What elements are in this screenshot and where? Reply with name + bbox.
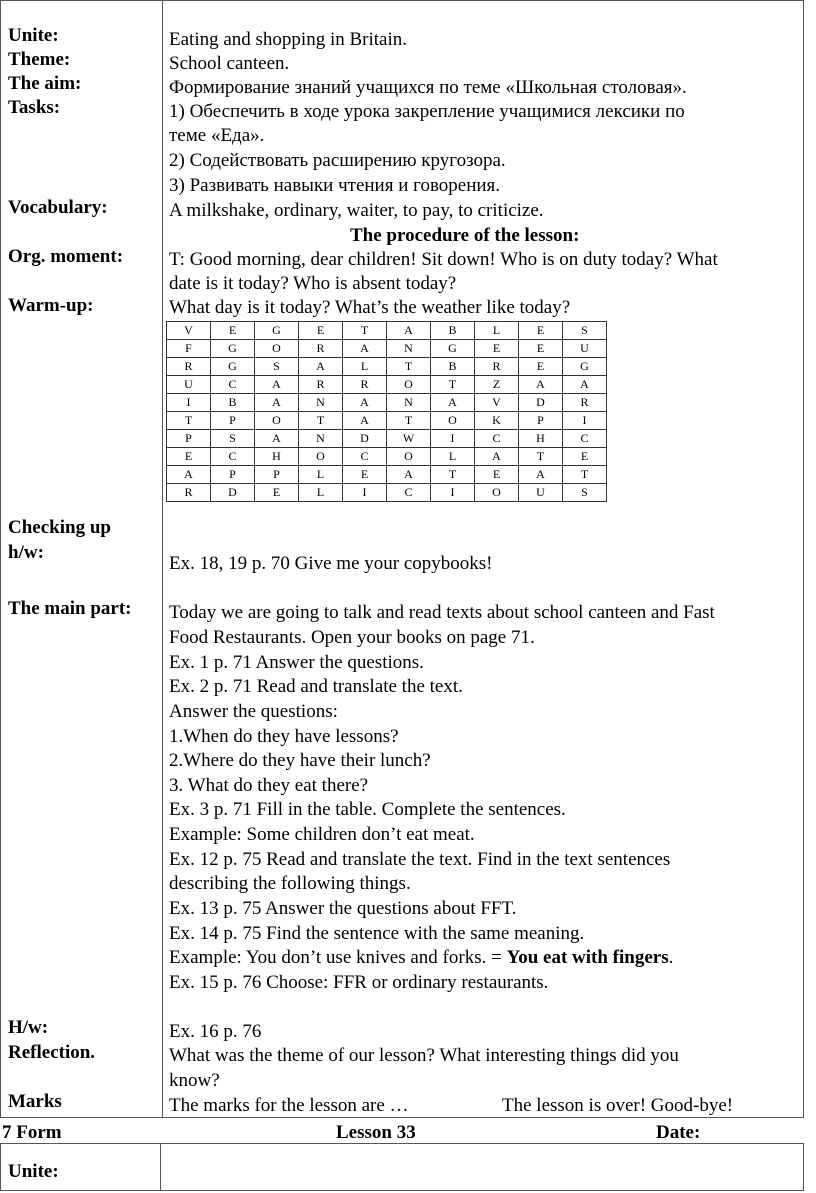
checking-text: Ex. 18, 19 p. 70 Give me your copybooks! — [169, 553, 493, 574]
table2-divider — [160, 1143, 161, 1191]
grid-cell: T — [431, 466, 475, 484]
main-part-line: describing the following things. — [169, 873, 411, 894]
form-label: 7 Form — [2, 1122, 62, 1143]
grid-cell: B — [211, 394, 255, 412]
main-part-line: 2.Where do they have their lunch? — [169, 750, 431, 771]
grid-cell: E — [343, 466, 387, 484]
grid-cell: E — [211, 322, 255, 340]
date-label: Date: — [656, 1122, 701, 1143]
grid-cell: I — [167, 394, 211, 412]
hw-text: Ex. 16 p. 76 — [169, 1021, 262, 1042]
grid-cell: B — [431, 322, 475, 340]
grid-cell: G — [211, 358, 255, 376]
grid-cell: I — [563, 412, 607, 430]
grid-cell: G — [563, 358, 607, 376]
table2-border-top — [0, 1143, 804, 1144]
vocabulary-text: A milkshake, ordinary, waiter, to pay, to criticize. — [169, 200, 544, 221]
word-search-grid — [166, 321, 607, 502]
label-vocabulary: Vocabulary: — [8, 197, 108, 218]
grid-cell: T — [387, 358, 431, 376]
grid-cell: T — [563, 466, 607, 484]
grid-cell: G — [431, 340, 475, 358]
grid-cell: U — [519, 484, 563, 502]
grid-cell: E — [255, 484, 299, 502]
grid-cell: D — [211, 484, 255, 502]
label-unite-next: Unite: — [8, 1161, 59, 1182]
grid-cell: O — [255, 340, 299, 358]
main-part-line: Today we are going to talk and read texts about school canteen and Fast — [169, 602, 715, 623]
grid-cell: A — [255, 430, 299, 448]
table2-border-right — [803, 1143, 804, 1191]
example-period: . — [668, 947, 674, 968]
label-reflection: Reflection. — [8, 1042, 96, 1063]
grid-cell: L — [343, 358, 387, 376]
grid-cell: I — [343, 484, 387, 502]
grid-cell: P — [211, 412, 255, 430]
grid-cell: L — [475, 322, 519, 340]
grid-cell: C — [563, 430, 607, 448]
marks-text: The marks for the lesson are … — [169, 1095, 409, 1116]
grid-row — [167, 448, 607, 466]
grid-cell: P — [519, 412, 563, 430]
table-border-top — [0, 0, 804, 1]
grid-cell: A — [519, 376, 563, 394]
grid-cell: I — [431, 484, 475, 502]
grid-cell: E — [563, 448, 607, 466]
grid-cell: F — [167, 340, 211, 358]
grid-cell: T — [343, 322, 387, 340]
grid-cell: T — [299, 412, 343, 430]
label-hw-check: h/w: — [8, 542, 44, 563]
grid-cell: U — [563, 340, 607, 358]
main-part-line: Ex. 12 p. 75 Read and translate the text. Find in the text sentences — [169, 849, 671, 870]
grid-cell: R — [299, 376, 343, 394]
grid-cell: R — [343, 376, 387, 394]
grid-cell: V — [475, 394, 519, 412]
grid-cell: E — [475, 466, 519, 484]
grid-row — [167, 466, 607, 484]
grid-cell: A — [343, 412, 387, 430]
grid-cell: O — [299, 448, 343, 466]
procedure-heading: The procedure of the lesson: — [350, 225, 580, 246]
grid-cell: L — [431, 448, 475, 466]
example-answer: You eat with fingers — [506, 947, 669, 968]
grid-cell: E — [299, 322, 343, 340]
grid-cell: C — [343, 448, 387, 466]
grid-cell: V — [167, 322, 211, 340]
unite-text: Eating and shopping in Britain. — [169, 29, 408, 50]
grid-cell: K — [475, 412, 519, 430]
grid-cell: G — [211, 340, 255, 358]
label-tasks: Tasks: — [8, 97, 61, 118]
grid-cell: N — [387, 394, 431, 412]
table-border-right — [803, 0, 804, 1118]
grid-row — [167, 358, 607, 376]
reflection-text-2: know? — [169, 1070, 220, 1091]
grid-cell: A — [475, 448, 519, 466]
main-part-line: Example: Some children don’t eat meat. — [169, 824, 475, 845]
grid-cell: R — [563, 394, 607, 412]
grid-row — [167, 430, 607, 448]
label-checking-up: Checking up — [8, 517, 111, 538]
task-2: 2) Содействовать расширению кругозора. — [169, 150, 506, 171]
grid-cell: A — [343, 340, 387, 358]
main-part-line: Ex. 1 p. 71 Answer the questions. — [169, 652, 424, 673]
grid-row — [167, 484, 607, 502]
grid-cell: N — [299, 430, 343, 448]
grid-cell: E — [519, 340, 563, 358]
grid-cell: S — [255, 358, 299, 376]
grid-cell: A — [431, 394, 475, 412]
grid-cell: S — [563, 484, 607, 502]
grid-cell: R — [167, 484, 211, 502]
grid-cell: A — [299, 358, 343, 376]
grid-cell: P — [211, 466, 255, 484]
grid-cell: C — [387, 484, 431, 502]
grid-cell: A — [343, 394, 387, 412]
grid-cell: T — [519, 448, 563, 466]
grid-cell: E — [519, 322, 563, 340]
main-part-line: Answer the questions: — [169, 701, 338, 722]
grid-cell: A — [519, 466, 563, 484]
goodbye-text: The lesson is over! Good-bye! — [502, 1095, 734, 1116]
grid-cell: D — [343, 430, 387, 448]
grid-cell: N — [299, 394, 343, 412]
label-hw: H/w: — [8, 1017, 49, 1038]
table-border-left — [0, 0, 1, 1118]
grid-cell: A — [563, 376, 607, 394]
grid-cell: O — [387, 376, 431, 394]
main-part-line: Food Restaurants. Open your books on page 71. — [169, 627, 535, 648]
main-part-line: Ex. 2 p. 71 Read and translate the text. — [169, 676, 463, 697]
grid-cell: P — [167, 430, 211, 448]
grid-row — [167, 340, 607, 358]
grid-cell: T — [167, 412, 211, 430]
label-main-part: The main part: — [8, 598, 132, 619]
grid-cell: U — [167, 376, 211, 394]
label-marks: Marks — [8, 1091, 62, 1112]
lesson-label: Lesson 33 — [336, 1122, 416, 1143]
grid-cell: O — [387, 448, 431, 466]
aim-text: Формирование знаний учащихся по теме «Школьная столовая». — [169, 77, 687, 98]
grid-row — [167, 376, 607, 394]
grid-cell: L — [299, 484, 343, 502]
main-part-line: Ex. 14 p. 75 Find the sentence with the same meaning. — [169, 923, 585, 944]
grid-cell: I — [431, 430, 475, 448]
column-divider — [162, 0, 163, 1118]
grid-cell: W — [387, 430, 431, 448]
grid-cell: L — [299, 466, 343, 484]
grid-cell: A — [167, 466, 211, 484]
grid-cell: R — [167, 358, 211, 376]
grid-cell: A — [387, 322, 431, 340]
grid-row — [167, 394, 607, 412]
task-1-cont: теме «Еда». — [169, 125, 265, 146]
grid-cell: E — [167, 448, 211, 466]
grid-cell: A — [255, 376, 299, 394]
grid-cell: G — [255, 322, 299, 340]
label-aim: The aim: — [8, 73, 82, 94]
example-fingers — [169, 946, 673, 970]
main-part-line: Ex. 3 p. 71 Fill in the table. Complete the sentences. — [169, 799, 566, 820]
main-part-line: Ex. 13 p. 75 Answer the questions about FFT. — [169, 898, 517, 919]
table2-border-bottom — [0, 1190, 804, 1191]
grid-cell: H — [255, 448, 299, 466]
grid-cell: S — [211, 430, 255, 448]
grid-cell: Z — [475, 376, 519, 394]
label-unite: Unite: — [8, 25, 59, 46]
grid-cell: N — [387, 340, 431, 358]
label-org-moment: Org. moment: — [8, 246, 124, 267]
grid-cell: O — [431, 412, 475, 430]
example-text: Example: You don’t use knives and forks. = — [169, 947, 507, 968]
grid-cell: R — [299, 340, 343, 358]
org-text-2: date is it today? Who is absent today? — [169, 273, 457, 294]
grid-cell: T — [431, 376, 475, 394]
grid-cell: C — [211, 448, 255, 466]
grid-cell: A — [255, 394, 299, 412]
grid-cell: C — [211, 376, 255, 394]
task-1: 1) Обеспечить в ходе урока закрепление учащимися лексики по — [169, 101, 685, 122]
table2-border-left — [0, 1143, 1, 1191]
label-warm-up: Warm-up: — [8, 295, 94, 316]
reflection-text-1: What was the theme of our lesson? What interesting things did you — [169, 1045, 679, 1066]
grid-cell: E — [519, 358, 563, 376]
grid-row — [167, 322, 607, 340]
grid-cell: R — [475, 358, 519, 376]
grid-cell: O — [475, 484, 519, 502]
main-part-line: 1.When do they have lessons? — [169, 726, 399, 747]
grid-cell: D — [519, 394, 563, 412]
theme-text: School canteen. — [169, 53, 290, 74]
ex15-text: Ex. 15 p. 76 Choose: FFR or ordinary restaurants. — [169, 972, 549, 993]
grid-cell: H — [519, 430, 563, 448]
grid-cell: B — [431, 358, 475, 376]
main-part-line: 3. What do they eat there? — [169, 775, 369, 796]
label-theme: Theme: — [8, 49, 71, 70]
grid-cell: S — [563, 322, 607, 340]
grid-cell: A — [387, 466, 431, 484]
grid-row — [167, 412, 607, 430]
grid-cell: E — [475, 340, 519, 358]
org-text-1: T: Good morning, dear children! Sit down! Who is on duty today? What — [169, 249, 718, 270]
grid-cell: C — [475, 430, 519, 448]
grid-cell: P — [255, 466, 299, 484]
grid-cell: T — [387, 412, 431, 430]
warm-up-text: What day is it today? What’s the weather like today? — [169, 297, 571, 318]
grid-cell: O — [255, 412, 299, 430]
task-3: 3) Развивать навыки чтения и говорения. — [169, 175, 501, 196]
